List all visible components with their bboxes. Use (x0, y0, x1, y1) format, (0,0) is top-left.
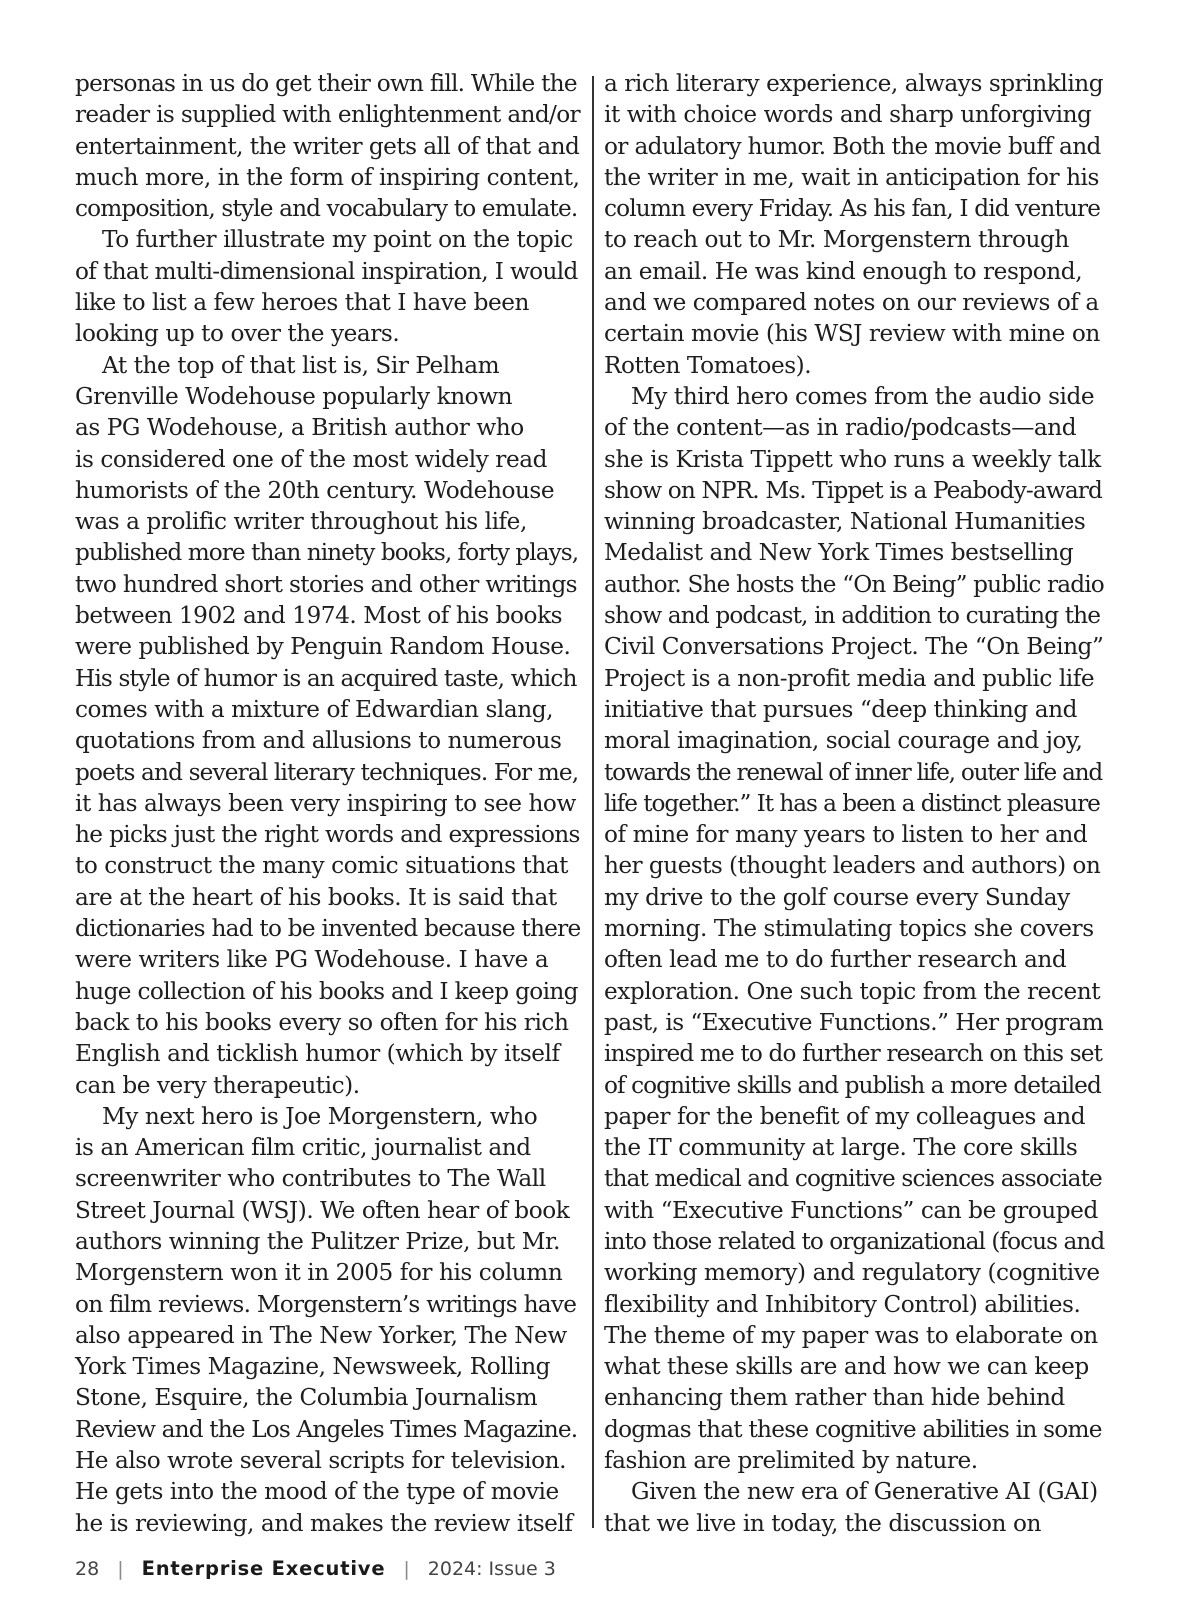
text-line: an email. He was kind enough to respond, (604, 257, 1083, 285)
text-line: initiative that pursues “deep thinking and (604, 695, 1077, 723)
page-number: 28 (75, 1557, 100, 1580)
text-line: were writers like PG Wodehouse. I have a (75, 946, 549, 974)
text-line: He also wrote several scripts for television. (75, 1447, 567, 1475)
text-line: dictionaries had to be invented because there (75, 915, 581, 943)
text-line: that medical and cognitive sciences associate (604, 1165, 1102, 1193)
text-line: between 1902 and 1974. Most of his books (75, 602, 563, 630)
paragraph-first-line: To further illustrate my point on the topic (102, 226, 573, 254)
text-line: as PG Wodehouse, a British author who (75, 414, 524, 442)
text-line: he is reviewing, and makes the review itself (75, 1509, 573, 1537)
text-line: often lead me to do further research and (604, 946, 1067, 974)
text-line: like to list a few heroes that I have been (75, 289, 530, 317)
text-line: to reach out to Mr. Morgenstern through (604, 226, 1069, 254)
text-line: published more than ninety books, forty plays, (75, 539, 579, 567)
text-line: comes with a mixture of Edwardian slang, (75, 695, 554, 723)
text-line: Grenville Wodehouse popularly known (75, 382, 513, 410)
text-line: entertainment, the writer gets all of that and (75, 132, 580, 160)
text-line: she is Krista Tippett who runs a weekly talk (604, 445, 1101, 473)
text-line: two hundred short stories and other writings (75, 570, 577, 598)
text-line: Rotten Tomatoes). (604, 351, 812, 379)
text-line: morning. The stimulating topics she covers (604, 915, 1094, 943)
text-line: Morgenstern won it in 2005 for his column (75, 1259, 563, 1287)
text-line: author. She hosts the “On Being” public radio (604, 570, 1104, 598)
text-line: Review and the Los Angeles Times Magazine. (75, 1415, 578, 1443)
page-footer (75, 1557, 556, 1580)
text-line: Stone, Esquire, the Columbia Journalism (75, 1384, 538, 1412)
text-line: certain movie (his WSJ review with mine on (604, 320, 1100, 348)
text-line: Street Journal (WSJ). We often hear of book (75, 1196, 570, 1224)
text-line: past, is “Executive Functions.” Her program (604, 1008, 1104, 1036)
text-line: with “Executive Functions” can be grouped (604, 1196, 1098, 1224)
text-line: fashion are prelimited by nature. (604, 1447, 978, 1475)
text-line: English and ticklish humor (which by itself (75, 1040, 560, 1068)
text-line: can be very therapeutic). (75, 1071, 360, 1099)
text-line: enhancing them rather than hide behind (604, 1384, 1065, 1412)
text-line: life together.” It has a been a distinct pleasure (604, 789, 1100, 817)
text-line: were published by Penguin Random House. (75, 633, 571, 661)
magazine-title: Enterprise Executive (141, 1557, 386, 1580)
text-line: reader is supplied with enlightenment and/or (75, 101, 580, 129)
footer-separator: | (117, 1557, 124, 1580)
text-line: her guests (thought leaders and authors) on (604, 852, 1101, 880)
text-line: back to his books every so often for his rich (75, 1008, 569, 1036)
text-line: Medalist and New York Times bestselling (604, 539, 1074, 567)
text-line: winning broadcaster, National Humanities (604, 508, 1086, 536)
text-line: was a prolific writer throughout his life, (75, 508, 527, 536)
text-line: York Times Magazine, Newsweek, Rolling (75, 1353, 551, 1381)
text-line: it with choice words and sharp unforgiving (604, 101, 1092, 129)
paragraph-first-line: My next hero is Joe Morgenstern, who (102, 1102, 538, 1130)
paragraph-first-line: At the top of that list is, Sir Pelham (102, 351, 500, 379)
text-line: inspired me to do further research on this set (604, 1040, 1103, 1068)
paragraph-first-line: Given the new era of Generative AI (GAI) (631, 1478, 1098, 1506)
column-divider (592, 76, 594, 1528)
text-line: looking up to over the years. (75, 320, 400, 348)
text-line: flexibility and Inhibitory Control) abilities. (604, 1290, 1081, 1318)
text-line: huge collection of his books and I keep going (75, 977, 578, 1005)
text-line: working memory) and regulatory (cognitive (604, 1259, 1100, 1287)
left-column (75, 68, 580, 1539)
issue-label: 2024: Issue 3 (427, 1557, 556, 1580)
text-line: what these skills are and how we can keep (604, 1353, 1089, 1381)
text-line: of the content—as in radio/podcasts—and (604, 414, 1077, 442)
text-line: my drive to the golf course every Sunday (604, 883, 1070, 911)
text-line: show on NPR. Ms. Tippet is a Peabody-award (604, 476, 1103, 504)
text-line: are at the heart of his books. It is said that (75, 883, 557, 911)
paragraph-first-line: My third hero comes from the audio side (631, 382, 1095, 410)
text-line: or adulatory humor. Both the movie buff and (604, 132, 1101, 160)
text-line: to construct the many comic situations that (75, 852, 569, 880)
text-line: also appeared in The New Yorker, The New (75, 1321, 567, 1349)
text-line: on film reviews. Morgenstern’s writings have (75, 1290, 577, 1318)
text-line: and we compared notes on our reviews of a (604, 289, 1099, 317)
text-line: is considered one of the most widely read (75, 445, 547, 473)
text-line: it has always been very inspiring to see how (75, 789, 576, 817)
text-line: Civil Conversations Project. The “On Being” (604, 633, 1104, 661)
text-line: paper for the benefit of my colleagues and (604, 1102, 1086, 1130)
text-line: column every Friday. As his fan, I did venture (604, 195, 1101, 223)
text-line: composition, style and vocabulary to emulate. (75, 195, 578, 223)
text-line: authors winning the Pulitzer Prize, but Mr. (75, 1227, 560, 1255)
text-line: screenwriter who contributes to The Wall (75, 1165, 546, 1193)
text-line: poets and several literary techniques. For me, (75, 758, 579, 786)
text-line: the writer in me, wait in anticipation for his (604, 163, 1099, 191)
text-line: he picks just the right words and expressions (75, 821, 580, 849)
text-line: humorists of the 20th century. Wodehouse (75, 476, 555, 504)
text-line: quotations from and allusions to numerous (75, 727, 562, 755)
text-line: He gets into the mood of the type of movie (75, 1478, 559, 1506)
text-line: towards the renewal of inner life, outer life and (604, 758, 1102, 786)
text-line: of cognitive skills and publish a more detailed (604, 1071, 1101, 1099)
text-line: that we live in today, the discussion on (604, 1509, 1041, 1537)
text-line: His style of humor is an acquired taste, which (75, 664, 577, 692)
text-line: is an American film critic, journalist and (75, 1134, 531, 1162)
text-line: show and podcast, in addition to curating the (604, 602, 1101, 630)
text-line: of that multi-dimensional inspiration, I would (75, 257, 578, 285)
text-line: of mine for many years to listen to her and (604, 821, 1088, 849)
text-line: exploration. One such topic from the recent (604, 977, 1101, 1005)
text-line: dogmas that these cognitive abilities in some (604, 1415, 1102, 1443)
text-line: into those related to organizational (focus and (604, 1227, 1105, 1255)
text-line: personas in us do get their own fill. While the (75, 70, 577, 97)
text-line: the IT community at large. The core skills (604, 1134, 1078, 1162)
footer-separator: | (403, 1557, 410, 1580)
text-line: a rich literary experience, always sprinkling (604, 70, 1104, 97)
text-line: moral imagination, social courage and joy, (604, 727, 1083, 755)
text-line: Project is a non-profit media and public life (604, 664, 1095, 692)
text-line: The theme of my paper was to elaborate on (604, 1321, 1098, 1349)
right-column (604, 68, 1104, 1539)
text-line: much more, in the form of inspiring content, (75, 163, 580, 191)
